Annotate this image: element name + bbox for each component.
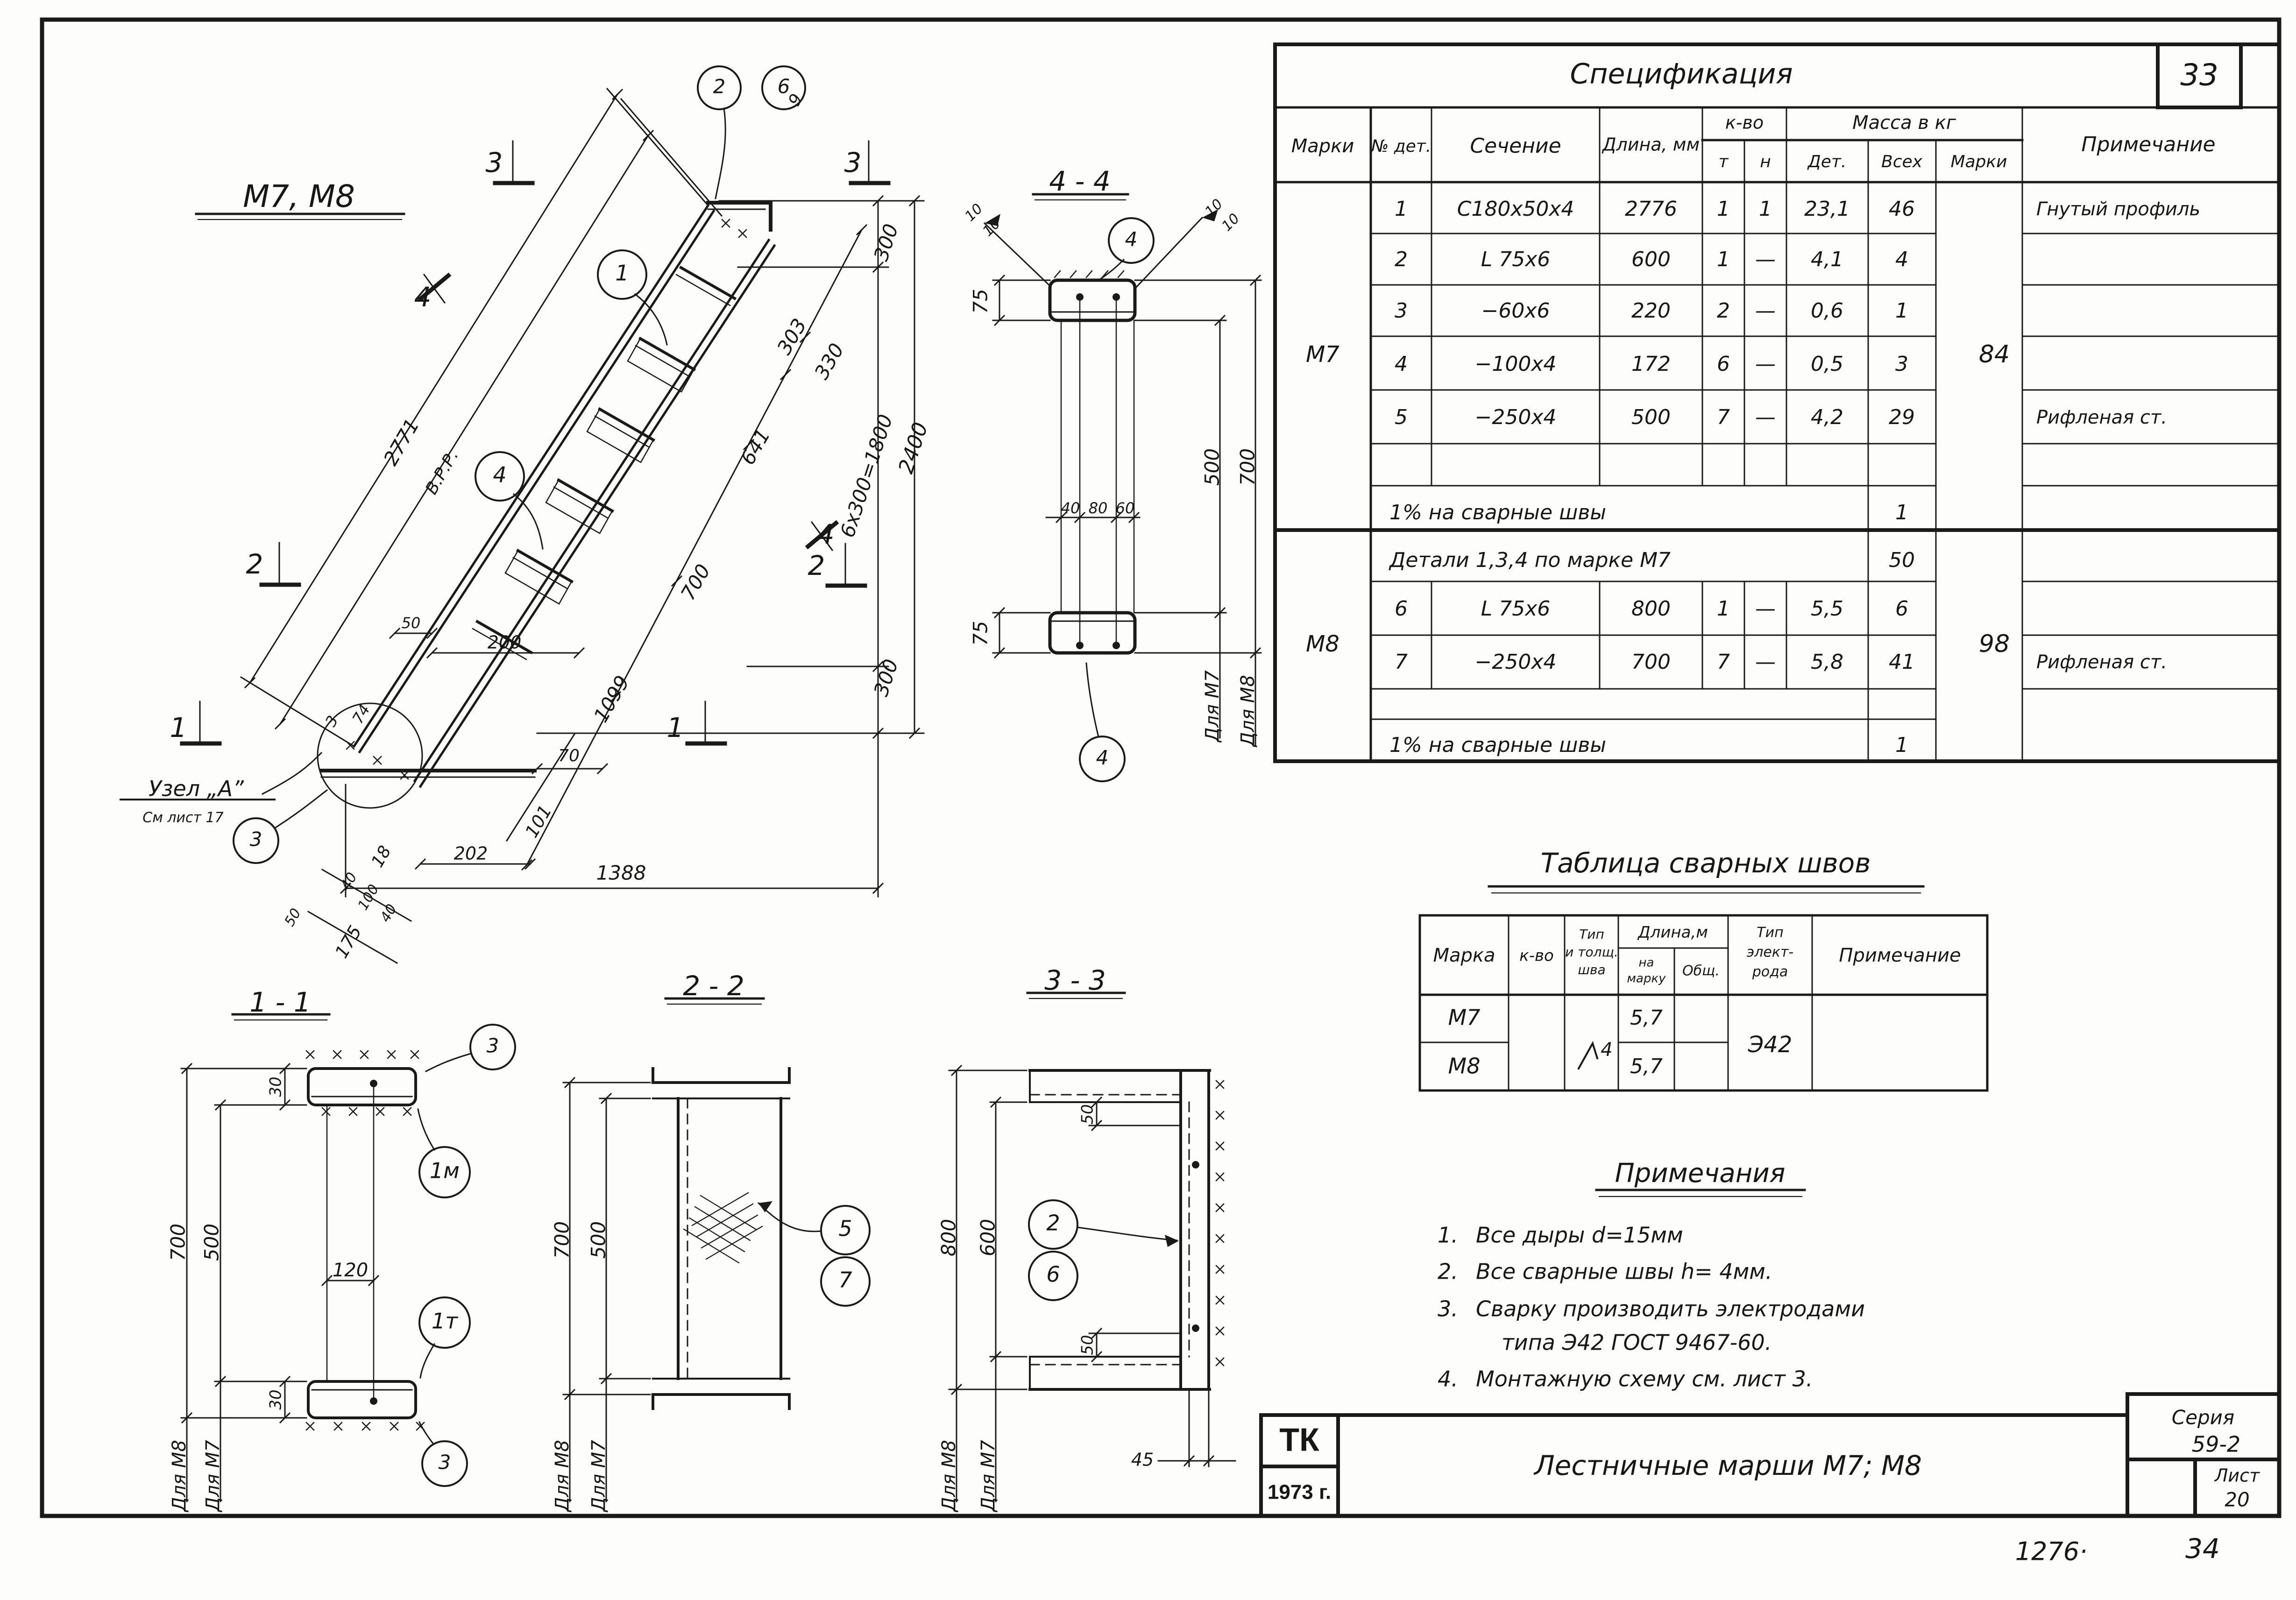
page-number: 33	[2180, 58, 2218, 93]
spec-mass-m8: 98	[1978, 630, 2010, 658]
dimension-label: 10	[1202, 196, 1226, 220]
spec-mark-m8: М8	[1306, 631, 1339, 657]
callout-number: 3	[249, 828, 262, 851]
spec-cell-mass-det: 4,1	[1811, 248, 1843, 271]
dimension-label: 3	[844, 147, 862, 179]
spec-cell-section: L 75х6	[1481, 597, 1551, 621]
spec-cell-all: 1	[1895, 733, 1908, 757]
dimension-label: 500	[200, 1223, 223, 1261]
dimension-label: 4	[414, 281, 432, 313]
dimension-label: 600	[976, 1218, 999, 1257]
weld-header-electrode: элект-	[1746, 944, 1794, 961]
spec-cell-section: −250х4	[1474, 405, 1557, 429]
note-text: Все сварные швы h= 4мм.	[1476, 1259, 1772, 1284]
dimension-label: 500	[1200, 448, 1224, 486]
dimension-label: Для М8	[552, 1440, 573, 1512]
callout-number: 2	[713, 75, 726, 98]
dimension-label: 120	[332, 1260, 368, 1281]
spec-cell-length: 700	[1631, 650, 1671, 674]
spec-cell-length: 2776	[1625, 197, 1677, 221]
weld-header-type: Тип	[1579, 927, 1604, 942]
weld-row-mark: М8	[1448, 1053, 1481, 1079]
callout-number: 1	[615, 260, 629, 286]
weld-header-type: шва	[1578, 962, 1606, 977]
notes-title: Примечания	[1615, 1158, 1786, 1189]
spec-cell-qty-n: —	[1755, 405, 1776, 429]
spec-cell-section: С180х50х4	[1457, 197, 1574, 221]
dimension-label: 50	[281, 906, 305, 929]
dimension-label: 80	[1088, 499, 1108, 517]
weld-header-qty: к-во	[1519, 946, 1554, 965]
dimension-label: 800	[937, 1218, 960, 1257]
page-number-box	[2158, 44, 2241, 107]
dimension-label: 10	[979, 215, 1004, 240]
org-stamp: ТК	[1279, 1421, 1319, 1458]
dimension-label: 700	[550, 1221, 574, 1259]
callout-number: 7	[838, 1267, 852, 1293]
spec-header-mass-det: Дет.	[1807, 152, 1847, 171]
spec-cell-note: Рифленая ст.	[2036, 651, 2167, 673]
dimension-label: Для М7	[588, 1440, 609, 1512]
spec-cell-mass-det: 5,5	[1811, 597, 1843, 621]
spec-cell-all: 50	[1889, 548, 1915, 572]
weld-header-electrode: Тип	[1757, 924, 1784, 941]
dimension-label: 45	[1131, 1449, 1154, 1470]
spec-header-mass: Масса в кг	[1852, 112, 1956, 134]
sheet-number: 20	[2225, 1488, 2250, 1511]
dimension-label: 700	[1236, 448, 1259, 486]
spec-cell-note: Рифленая ст.	[2036, 407, 2167, 428]
dimension-label: 75	[969, 289, 992, 314]
spec-cell-section: −100х4	[1474, 352, 1557, 376]
dimension-label: 100	[354, 881, 383, 913]
dimension-label: 200	[487, 632, 522, 653]
weld-symbol	[1579, 1043, 1597, 1069]
dimension-label: 50	[1078, 1104, 1097, 1125]
spec-cell-qty-n: 1	[1759, 197, 1772, 221]
dimension-label: 60	[1115, 499, 1135, 517]
spec-cell-mass-det: 5,8	[1811, 650, 1843, 674]
dimension-label: 9	[785, 91, 807, 110]
spec-cell-qty-t: 7	[1717, 405, 1730, 429]
spec-cell-length: 172	[1631, 352, 1671, 376]
weld-row-length: 5,7	[1630, 1006, 1663, 1030]
dimension-label: 40	[1061, 499, 1080, 517]
year-stamp: 1973 г.	[1267, 1480, 1332, 1504]
spec-cell-qty-t: 2	[1717, 299, 1730, 323]
spec-cell-length: 800	[1631, 597, 1671, 621]
spec-header-num: № дет.	[1371, 137, 1431, 156]
spec-cell-num: 2	[1395, 248, 1408, 271]
dimension-label: 30	[266, 1076, 285, 1097]
dimension-label: 202	[454, 843, 488, 864]
spec-cell-section: −60х6	[1481, 299, 1550, 323]
weld-header-electrode: рода	[1752, 963, 1788, 980]
spec-cell-num: 4	[1395, 352, 1408, 376]
dimension-label: 2400	[894, 419, 933, 477]
spec-cell-qty-n: —	[1755, 248, 1776, 271]
callout-number: 4	[493, 462, 507, 488]
dimension-label: 303	[772, 314, 811, 359]
spec-cell-qty-t: 1	[1717, 248, 1730, 271]
spec-cell-length: 220	[1631, 299, 1671, 323]
spec-cell-num: 7	[1395, 650, 1408, 674]
weld-header-note: Примечание	[1839, 945, 1961, 966]
dimension-label: М7, М8	[243, 178, 355, 215]
weld-table	[1420, 847, 1987, 1090]
drawing-title: Лестничные марши М7; М8	[1534, 1450, 1922, 1482]
dimension-label: 4	[817, 518, 835, 551]
spec-cell-length: 500	[1631, 405, 1671, 429]
spec-cell-section: −250х4	[1474, 650, 1557, 674]
spec-cell-num: 1	[1395, 197, 1408, 221]
spec-span-text: Детали 1,3,4 по марке М7	[1389, 548, 1671, 572]
note-text: Сварку производить электродами	[1476, 1296, 1865, 1322]
dimension-label: 1388	[596, 861, 646, 885]
callout-number: 4	[1125, 227, 1138, 251]
spec-cell-length: 600	[1631, 248, 1671, 271]
spec-span-text: 1% на сварные швы	[1389, 501, 1607, 524]
dimension-label: 1	[666, 712, 684, 744]
spec-cell-qty-t: 1	[1717, 597, 1730, 621]
spec-cell-note: Гнутый профиль	[2036, 198, 2201, 220]
weld-header-length-total: Общ.	[1682, 963, 1720, 979]
spec-cell-mass-all: 29	[1889, 405, 1915, 429]
dimension-label: 500	[587, 1221, 610, 1259]
spec-cell-mass-det: 4,2	[1811, 405, 1843, 429]
spec-header-qty: к-во	[1725, 112, 1764, 133]
dimension-label: 2	[808, 550, 825, 582]
dimension-label: 330	[810, 339, 849, 383]
series-value: 59-2	[2191, 1431, 2241, 1457]
spec-cell-mass-det: 0,6	[1811, 299, 1843, 323]
callout-number: 2	[1046, 1210, 1060, 1236]
callout-number: 1м	[430, 1158, 460, 1183]
dimension-label: 6х300=1800	[836, 411, 897, 540]
section-1-1	[181, 1014, 471, 1501]
weld-header-length-per: марку	[1627, 971, 1666, 986]
dimension-label: 300	[869, 221, 903, 264]
dimension-label: 2	[246, 548, 263, 581]
spec-mark-m7: М7	[1306, 341, 1339, 368]
dimension-label: 700	[676, 560, 715, 604]
dimension-label: В.Р.Р.	[422, 446, 463, 498]
sheet-frame	[42, 20, 2279, 1516]
spec-cell-mass-all: 6	[1895, 597, 1908, 621]
dimension-label: Для М8	[1237, 675, 1259, 747]
callout-number: 6	[777, 75, 790, 98]
spec-cell-mass-all: 4	[1895, 248, 1908, 271]
note-text: Монтажную схему см. лист 3.	[1476, 1366, 1813, 1392]
weld-header-type: и толщ.	[1565, 944, 1618, 960]
spec-header-section: Сечение	[1470, 134, 1561, 158]
spec-cell-qty-t: 6	[1717, 352, 1730, 376]
note-text: Все дыры d=15мм	[1476, 1222, 1683, 1248]
dimension-label: См лист 17	[142, 809, 224, 826]
spec-mass-m7: 84	[1978, 340, 2010, 368]
dimension-label: 3	[321, 712, 342, 730]
dimension-label: 50	[401, 614, 421, 632]
spec-cell-qty-t: 7	[1717, 650, 1730, 674]
sheet-label: Лист	[2214, 1465, 2260, 1486]
dimension-label: 10	[1219, 210, 1243, 235]
weld-title: Таблица сварных швов	[1540, 847, 1871, 879]
dimension-label: 2 - 2	[683, 970, 744, 1002]
note-number: 4.	[1438, 1366, 1458, 1392]
dimension-label: 641	[736, 425, 775, 469]
spec-cell-all: 1	[1895, 501, 1908, 524]
dimension-label: Для М7	[978, 1440, 999, 1512]
spec-header-mass-all: Всех	[1881, 152, 1922, 171]
spec-cell-mass-det: 23,1	[1804, 197, 1850, 221]
dimension-label: 300	[869, 656, 903, 699]
spec-header-length: Длина, мм	[1602, 134, 1700, 155]
spec-cell-mass-all: 3	[1895, 352, 1908, 376]
dimension-label: Для М8	[938, 1440, 960, 1512]
callout-number: 5	[838, 1216, 852, 1241]
spec-cell-qty-n: —	[1755, 299, 1776, 323]
spec-cell-qty-n: —	[1755, 650, 1776, 674]
spec-cell-num: 3	[1395, 299, 1408, 323]
weld-header-mark: Марка	[1433, 945, 1495, 966]
dimension-label: Для М7	[1202, 670, 1223, 742]
spec-header-marks: Марки	[1291, 135, 1354, 157]
note-number: 1.	[1438, 1222, 1458, 1248]
spec-cell-qty-n: —	[1755, 597, 1776, 621]
handwritten-number: 1276·	[2015, 1536, 2088, 1566]
spec-header-qty-t: т	[1718, 152, 1729, 171]
note-number: 2.	[1438, 1259, 1458, 1284]
dimension-label: 50	[1078, 1335, 1097, 1355]
spec-cell-mass-det: 0,5	[1811, 352, 1843, 376]
weld-header-length: Длина,м	[1638, 923, 1708, 942]
dimension-label: 18	[368, 842, 395, 871]
dimension-label: Для М8	[169, 1440, 190, 1512]
spec-cell-section: L 75х6	[1481, 248, 1551, 271]
series-label: Серия	[2171, 1406, 2235, 1429]
spec-table	[1275, 44, 2279, 761]
weld-row-mark: М7	[1448, 1005, 1481, 1030]
spec-cell-qty-t: 1	[1717, 197, 1730, 221]
spec-cell-qty-n: —	[1755, 352, 1776, 376]
spec-cell-num: 5	[1395, 405, 1408, 429]
spec-cell-mass-all: 41	[1889, 650, 1915, 674]
spec-span-text: 1% на сварные швы	[1389, 733, 1607, 757]
spec-cell-num: 6	[1395, 597, 1408, 621]
weld-size: 4	[1601, 1039, 1613, 1061]
dimension-label: 40	[337, 870, 361, 893]
title-block	[1261, 1394, 2279, 1566]
dimension-label: 40	[377, 901, 400, 925]
spec-header-qty-n: н	[1760, 152, 1771, 171]
dimension-label: 3 - 3	[1044, 964, 1106, 997]
callout-number: 6	[1046, 1261, 1060, 1287]
handwritten-page: 34	[2185, 1533, 2220, 1565]
dimension-label: 4 - 4	[1049, 165, 1111, 198]
weld-header-length-per: на	[1638, 956, 1654, 970]
spec-header-note: Примечание	[2081, 133, 2216, 156]
callout-number: 3	[438, 1451, 451, 1474]
callout-number: 3	[486, 1034, 499, 1057]
callout-number: 1т	[431, 1308, 458, 1334]
dimension-label: 3	[485, 147, 503, 179]
weld-row-length: 5,7	[1630, 1055, 1663, 1078]
dimension-label: 30	[266, 1389, 285, 1410]
dimension-label: 700	[166, 1223, 190, 1261]
spec-cell-mass-all: 1	[1895, 299, 1908, 323]
spec-header-mass-mark: Марки	[1950, 152, 2007, 171]
dimension-label: Для М7	[202, 1440, 224, 1512]
spec-cell-mass-all: 46	[1889, 197, 1915, 221]
dimension-label: 10	[962, 200, 986, 225]
dimension-label: 1	[170, 712, 187, 744]
dimension-label: 74	[348, 701, 374, 727]
note-text: типа Э42 ГОСТ 9467-60.	[1502, 1330, 1772, 1355]
dimension-label: 2771	[379, 414, 424, 470]
dimension-label: 101	[521, 801, 556, 842]
callout-number: 4	[1096, 746, 1109, 769]
notes	[1438, 1158, 1865, 1391]
dimension-label: Узел „А”	[149, 776, 244, 801]
note-number: 3.	[1438, 1296, 1458, 1322]
dimension-label: 1099	[589, 671, 634, 727]
dimension-label: 1 - 1	[249, 986, 311, 1019]
dimension-label: 70	[558, 746, 580, 765]
spec-title: Спецификация	[1570, 57, 1793, 91]
dimension-label: 75	[969, 621, 992, 646]
weld-electrode: Э42	[1748, 1032, 1793, 1058]
dimension-label: 175	[331, 922, 366, 962]
